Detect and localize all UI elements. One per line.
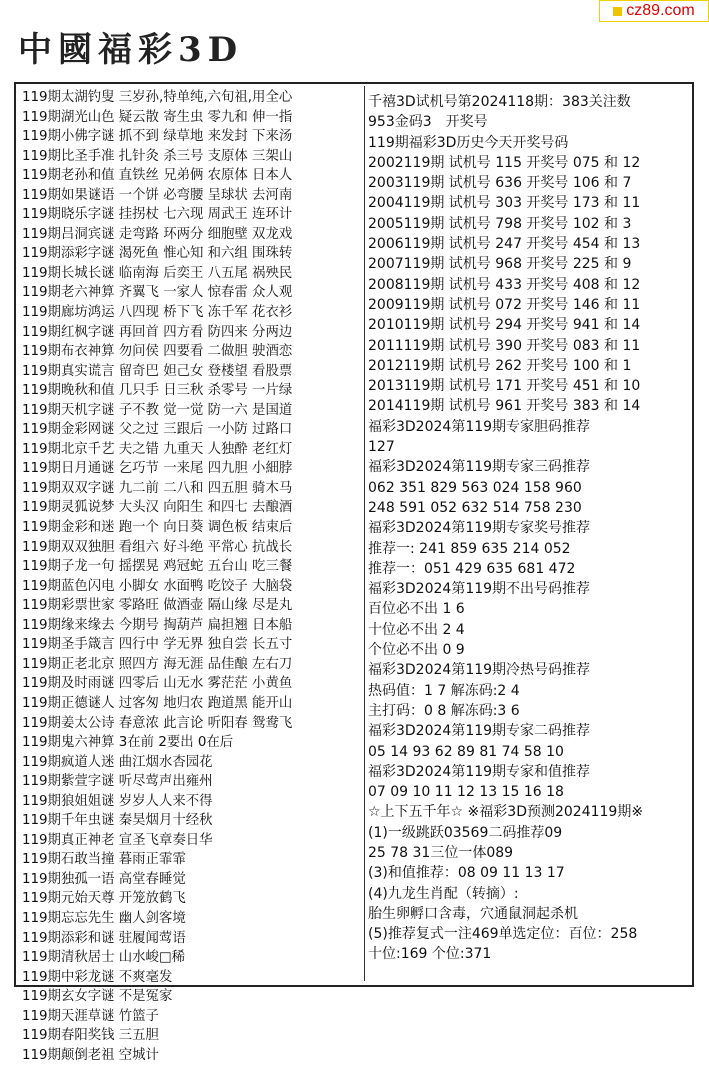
riddle-row: 119期玄女字谜 不是冤家 [22,989,173,1005]
riddle-row: 119期北京千艺 夫之错 九重天 人独酔 老红灯 [22,441,293,457]
recommendation-line: 千禧3D试机号第2024118期：383关注数 [368,94,631,110]
riddle-row: 119期正老北京 照四方 海无涯 品佳酿 左右刀 [22,656,293,672]
recommendation-line: (5)推荐复式一注469单选定位：百位：258 [368,926,638,943]
riddle-row: 119期中彩龙谜 不爽毫发 [22,969,173,985]
site-watermark-badge [599,0,709,22]
recommendation-line: 25 78 31三位一体089 [368,844,514,861]
riddle-row: 119期独孤一语 高堂春睡觉 [22,871,186,887]
recommendation-line: 福彩3D2024第119期专家奖号推荐 [368,520,591,537]
recommendation-line: 119期福彩3D历史今天开奖号码 [368,134,569,151]
recommendation-line: (1)一级跳跃03569二码推荐09 [368,824,563,841]
riddle-row: 119期吕洞宾谜 走弯路 环两分 细胞壁 双龙戏 [22,226,293,242]
riddle-row: 119期缘来缘去 今期号 掏葫芦 扁担翘 日本船 [22,617,293,633]
recommendation-line: 062 351 829 563 024 158 960 [368,479,582,496]
recommendation-line: 推荐一：051 429 635 681 472 [368,560,576,577]
recommendation-line: 2004119期 试机号 303 开奖号 173 和 11 [368,195,641,212]
recommendation-line: 2002119期 试机号 115 开奖号 075 和 12 [368,154,641,171]
riddle-row: 119期金彩和迷 跑一个 向日葵 调色板 结束后 [22,520,293,536]
riddle-row: 119期春阳奖钱 三五胆 [22,1028,159,1044]
riddle-row: 119期及时雨谜 四零后 山无水 雾茫茫 小黄鱼 [22,676,293,692]
recommendation-line: 百位必不出 1 6 [368,601,465,618]
riddle-row: 119期双双独胆 看组六 好斗绝 平常心 抗战长 [22,539,293,555]
recommendation-line: 2014119期 试机号 961 开奖号 383 和 14 [368,398,641,415]
riddle-row: 119期晓乐字谜 挂拐杖 七六现 周武王 连环计 [22,207,293,223]
recommendation-line: 2012119期 试机号 262 开奖号 100 和 1 [368,357,632,374]
recommendation-line: 2005119期 试机号 798 开奖号 102 和 3 [368,215,632,232]
recommendation-line: 127 [368,439,395,456]
recommendation-line: 2008119期 试机号 433 开奖号 408 和 12 [368,276,641,293]
riddle-row: 119期石敢当撞 暮雨正霏霏 [22,852,186,868]
recommendation-line: 十位必不出 2 4 [368,621,465,638]
riddle-row: 119期天涯草谜 竹篮子 [22,1008,159,1024]
riddle-row: 119期金彩网谜 父之过 三跟后 一小防 过路口 [22,422,293,438]
riddle-row: 119期长城长谜 临南海 后奕王 八五尾 祸殃民 [22,265,293,281]
riddle-row: 119期鬼六神算 3在前 2要出 0在后 [22,735,234,751]
recommendation-line: 248 591 052 632 514 758 230 [368,499,582,516]
recommendation-line: 热码值：1 7 解冻码:2 4 [368,682,520,699]
riddle-row: 119期老孙和值 直铁丝 兄弟俩 农原体 日本人 [22,168,293,184]
riddle-row: 119期真正神老 宣圣飞章奏日华 [22,832,213,848]
riddle-row: 119期姜太公诗 春意浓 此言论 听阳春 鸳鸯飞 [22,715,293,731]
riddle-row: 119期晚秋和值 几只手 日三秋 杀零号 一片绿 [22,383,293,399]
riddle-list [22,88,362,1065]
riddle-row: 119期如果谜语 一个饼 必弯腰 呈球状 去河南 [22,187,293,203]
riddle-row: 119期双双字谜 九二前 二八和 四五胆 骑木马 [22,480,293,496]
recommendation-line: (3)和值推荐：08 09 11 13 17 [368,865,565,882]
watermark-text: cz89.com [626,2,695,19]
riddle-row: 119期紫萱字谜 听尽莺声出雍州 [22,774,213,790]
recommendation-line: 2006119期 试机号 247 开奖号 454 和 13 [368,236,641,253]
recommendation-line: 2009119期 试机号 072 开奖号 146 和 11 [368,296,641,313]
recommendation-line: ☆上下五千年☆ ※福彩3D预测2024119期※ [368,804,644,821]
recommendation-line: 07 09 10 11 12 13 15 16 18 [368,784,564,801]
recommendation-line: 胎生卵孵口含毒，穴通鼠洞起杀机 [368,905,578,922]
recommendation-line: 个位必不出 0 9 [368,642,465,659]
recommendation-line: (4)九龙生肖配（转摘）: [368,885,519,902]
riddle-row: 119期天机字谜 子不教 觉一觉 防一六 是国道 [22,402,293,418]
riddle-row: 119期老六神算 齐翼飞 一家人 惊春雷 众人观 [22,285,293,301]
recommendation-panel [368,92,690,965]
riddle-row: 119期忘忘先生 幽人剑客境 [22,910,186,926]
recommendation-line: 2003119期 试机号 636 开奖号 106 和 7 [368,175,632,192]
recommendation-line: 2007119期 试机号 968 开奖号 225 和 9 [368,256,632,273]
recommendation-line: 05 14 93 62 89 81 74 58 10 [368,743,564,760]
recommendation-line: 十位:169 个位:371 [368,946,492,963]
riddle-row: 119期彩票世家 零路旺 做酒壶 隔山缘 尽是丸 [22,598,293,614]
riddle-row: 119期蓝色闪电 小脚女 水面鸭 吃饺子 大脑袋 [22,578,293,594]
riddle-row: 119期真实谎言 留奇巴 妲己女 登楼望 看股票 [22,363,293,379]
recommendation-line: 福彩3D2024第119期专家三码推荐 [368,459,591,476]
recommendation-line: 主打码：0 8 解冻码:3 6 [368,702,520,719]
riddle-row: 119期布衣神算 勿问侯 四要看 二做胆 驶酒恋 [22,344,293,360]
riddle-row: 119期圣手箴言 四行中 学无界 独自尝 长五寸 [22,637,293,653]
recommendation-line: 福彩3D2024第119期专家胆码推荐 [368,418,591,435]
riddle-row: 119期子龙一句 摇摆晃 鸡冠蛇 五台山 吃三餐 [22,559,293,575]
page-title: 中國福彩3D [18,30,244,70]
riddle-row: 119期千年虫谜 秦昊烟月十经秋 [22,813,213,829]
recommendation-line: 953金码3 开奖号 [368,114,488,131]
riddle-row: 119期红枫字谜 再回首 四方看 防四来 分两边 [22,324,293,340]
recommendation-line: 福彩3D2024第119期专家二码推荐 [368,723,591,740]
riddle-row: 119期湖光山色 疑云散 寄生虫 零九和 伸一指 [22,109,293,125]
recommendation-line: 2010119期 试机号 294 开奖号 941 和 14 [368,317,641,334]
riddle-row: 119期颠倒老祖 空城计 [22,1047,159,1063]
riddle-row: 119期狼姐姐谜 岁岁人人来不得 [22,793,213,809]
badge-square-icon [613,7,622,16]
riddle-row: 119期小佛字谜 抓不到 绿草地 来发封 下来汤 [22,129,293,145]
riddle-row: 119期正德谜人 过客匆 地归农 跑道黑 能开山 [22,695,293,711]
riddle-row: 119期日月通谜 乞巧节 一来尾 四九胆 小細脖 [22,461,293,477]
riddle-row: 119期廊坊鸿运 八四现 桥下飞 冻千军 花衣衫 [22,305,293,321]
recommendation-line: 2011119期 试机号 390 开奖号 083 和 11 [368,337,641,354]
recommendation-line: 推荐一: 241 859 635 214 052 [368,540,571,557]
riddle-row: 119期清秋居士 山水峻□稀 [22,950,185,966]
recommendation-line: 福彩3D2024第119期不出号码推荐 [368,581,591,598]
riddle-row: 119期添彩和谜 驻履闻莺语 [22,930,186,946]
riddle-row: 119期添彩字谜 渴死鱼 惟心知 和六组 围珠转 [22,246,293,262]
riddle-row: 119期比圣手准 扎针灸 杀三号 支原体 三架山 [22,148,293,164]
riddle-row: 119期太湖钓叟 三岁孙,特单纯,六旬祖,用全心 [22,90,293,105]
recommendation-line: 福彩3D2024第119期冷热号码推荐 [368,662,591,679]
recommendation-line: 2013119期 试机号 171 开奖号 451 和 10 [368,378,641,395]
column-divider [364,86,365,981]
riddle-row: 119期疯道人迷 曲江烟水杏园花 [22,754,213,770]
riddle-row: 119期灵狐说梦 大头汉 向阳生 和四七 去酿酒 [22,500,293,516]
recommendation-line: 福彩3D2024第119期专家和值推荐 [368,763,591,780]
riddle-row: 119期元始天尊 开笼放鹤飞 [22,891,186,907]
